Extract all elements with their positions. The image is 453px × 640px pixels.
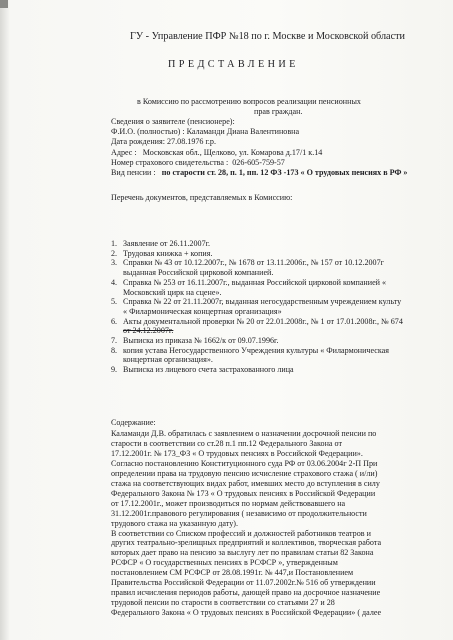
snils-value: 026-605-759-57 (232, 158, 285, 167)
item-text: Трудовая книжка + копия. (123, 248, 213, 258)
scan-corner-mark (0, 0, 8, 8)
item-text: Московский цирк на сцене». (123, 287, 222, 297)
list-item (111, 239, 403, 249)
content-line: которых дает право на пенсию за выслугу лет по правилам статьи 82 Закона (111, 548, 374, 558)
content-line: Согласно постановлению Конституционного суда РФ от 03.06.2004г 2-П При (111, 458, 378, 468)
item-text: копия устава Негосударственного Учреждения культуры « Филармоническая (123, 345, 389, 355)
list-item (111, 317, 403, 336)
item-text: Справка № 253 от 16.11.2007г., выданная Российской цирковой компанией « (123, 277, 387, 287)
fio-value: Каламанди Диана Валентиновна (186, 127, 300, 136)
item-number: 9. (111, 365, 118, 375)
document-title: ПРЕДСТАВЛЕНИЕ (168, 59, 299, 70)
content-line: Каламанди Д.В. обратилась с заявлением о назначении досрочной пенсии по (111, 429, 377, 438)
address-label: Адрес : (111, 148, 137, 157)
applicant-heading: Сведения о заявителе (пенсионере): (111, 117, 235, 126)
address-value: Московская обл., Щелково, ул. Комарова д.17/1 к.14 (142, 148, 323, 157)
item-text: выданная Российской цирковой компанией. (123, 268, 274, 278)
address-row (111, 148, 322, 158)
item-number: 1. (111, 239, 118, 248)
pension-row (111, 168, 407, 178)
fio-row (111, 127, 299, 137)
item-number: 7. (111, 336, 118, 346)
item-text: Справки № 43 от 10.12.2007г., № 1678 от 13.11.2006г., № 157 от 10.12.2007г (123, 258, 384, 268)
document-header: ГУ - Управление ПФР №18 по г. Москве и Московской области (130, 31, 406, 42)
content-line: Федерального Закона « О трудовых пенсиях в Российской Федерации» ( далее (111, 608, 382, 618)
content-line: определении права на трудовую пенсию исчисление страхового стажа ( и/ли) (111, 468, 378, 478)
item-number: 4. (111, 277, 118, 287)
snils-label: Номер страхового свидетельства : (111, 158, 229, 167)
content-line: других театрально-зрелищных предприятий и коллективов, творческая работа (111, 538, 382, 548)
content-line: Правительства Российской Федерации от 11.07.2002г.№ 516 об утверждении (111, 578, 376, 588)
content-line: В соответствии со Списком профессий и должностей работников театров и (111, 528, 371, 538)
documents-heading: Перечень документов, представляемых в Комиссию: (111, 193, 293, 202)
list-item (111, 258, 403, 277)
content-line: Федерального Закона № 173 « О трудовых пенсиях в Российской Федерации (111, 488, 376, 498)
documents-list (111, 239, 403, 375)
birth-row (111, 137, 216, 147)
content-line: 31.12.2001г.правового регулирования ( независимо от продолжительности (111, 508, 367, 518)
item-text: Заявление от 26.11.2007г. (123, 239, 211, 248)
list-item (111, 249, 403, 259)
content-body (111, 429, 453, 618)
item-text: Выписка из лицевого счета застрахованного лица (123, 365, 294, 375)
item-text: Справка № 22 от 21.11.2007г, выданная негосударственным учреждением культу (123, 297, 402, 307)
item-text: от 24.12.2007г. (123, 326, 174, 336)
list-item (111, 365, 403, 375)
content-line: от 17.12.2001г., может производиться по нормам действовавшего на (111, 498, 346, 508)
item-text: Выписка из приказа № 1662/к от 09.07.1996г. (123, 336, 279, 346)
pension-value: по старости ст. 28, п. 1, пп. 12 ФЗ -173 « О трудовых пенсиях в РФ » (161, 168, 408, 177)
content-line: РСФСР « О государственных пенсиях в РСФСР », утвержденным (111, 558, 338, 568)
item-text: Акты документальной проверки № 20 от 22.01.2008г., № 1 от 17.01.2008г., № 674 (123, 316, 403, 326)
snils-row (111, 158, 285, 168)
item-number: 8. (111, 345, 118, 355)
birth-label: Дата рождения: (111, 137, 165, 146)
list-item (111, 297, 403, 316)
content-heading: Содержание: (111, 418, 156, 427)
birth-value: 27.08.1976 г.р. (167, 137, 216, 146)
commission-line-2: прав граждан. (254, 107, 303, 116)
list-item (111, 278, 403, 297)
item-text: концертная организация». (123, 355, 213, 365)
list-item (111, 346, 403, 365)
commission-line-1: в Комиссию по рассмотрению вопросов реализации пенсионных (137, 97, 361, 106)
fio-label: Ф.И.О. (полностью) : (111, 127, 185, 136)
item-number: 5. (111, 297, 118, 307)
list-item (111, 336, 403, 346)
pension-label: Вид пенсии : (111, 168, 156, 177)
content-line: постановлением СМ РСФСР от 28.08.1991г. № 447,и Постановлением (111, 568, 354, 578)
content-line: стажа на соответствующих видах работ, имевших место до вступления в силу (111, 478, 380, 488)
item-number: 2. (111, 248, 118, 258)
content-line: трудового стажа на указанную дату). (111, 518, 238, 528)
item-number: 3. (111, 258, 118, 268)
content-line: правил исчисления периодов работы, дающей право на досрочное назначение (111, 588, 381, 598)
item-text: « Филармоническая концертная организация» (123, 306, 282, 316)
content-line: 17.12.2001г. № 173_ФЗ « О трудовых пенсиях в Российской Федерации». (111, 448, 363, 458)
content-line: трудовой пенсии по старости в соответствии со статьями 27 и 28 (111, 598, 335, 608)
item-number: 6. (111, 316, 118, 326)
content-line: старости в соответствии со ст.28 п.1 пп.12 Федерального Закона от (111, 438, 342, 448)
